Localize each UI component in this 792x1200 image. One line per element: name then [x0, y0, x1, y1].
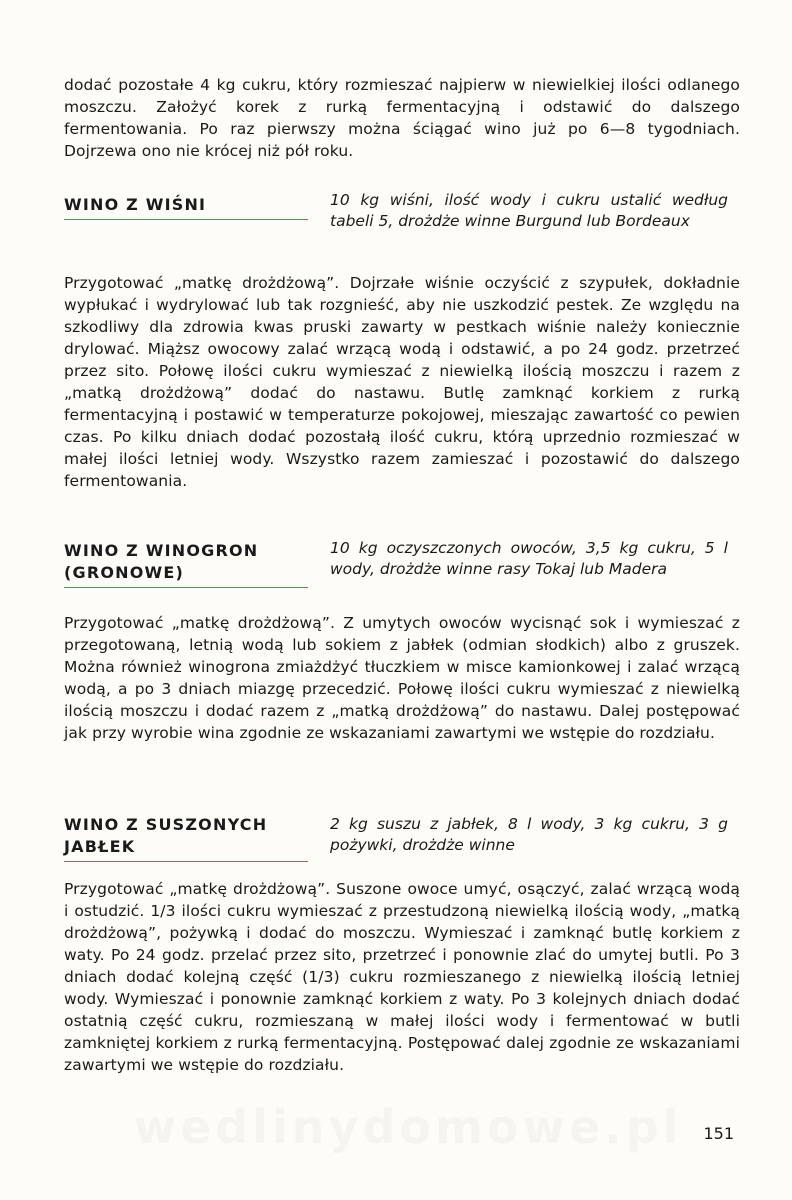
section-ingredients: 10 kg oczyszczonych owoców, 3,5 kg cukru, 5 l wody, drożdże winne rasy Tokaj lub Madera: [330, 539, 728, 578]
intro-paragraph: dodać pozostałe 4 kg cukru, który rozmieszać najpierw w niewielkiej ilości odlanego moszczu. Założyć korek z rurką fermentacyjną i odstawić do dalszego fermentowania. Po raz pierwszy można ściągać wino już po 6—8 tygodniach. Dojrzewa ono nie krócej niż pół roku.: [64, 76, 740, 160]
watermark: [88, 1100, 728, 1154]
section-ingredients: 10 kg wiśni, ilość wody i cukru ustalić według tabeli 5, drożdże winne Burgund lub Bordeaux: [330, 191, 728, 230]
page-number: 151: [703, 1124, 734, 1143]
section-ingredients: 2 kg suszu z jabłek, 8 l wody, 3 kg cukru, 3 g pożywki, drożdże winne: [330, 815, 728, 854]
section-title: WINO Z WINOGRON (GRONOWE): [64, 540, 308, 588]
section-body-dried-apple: Przygotować „matkę drożdżową”. Suszone owoce umyć, osączyć, zalać wrzącą wodą i ostudzić. 1/3 ilości cukru wymieszać z przestudzoną niewielką ilością wody, „matką drożdżową”, pożywką i dodać do moszczu. Wymieszać i zamknąć butlę korkiem z waty. Po 24 godz. przelać przez sito, przetrzeć i ponownie zlać do umytej butli. Po 3 dniach dodać kolejną część (1/3) cukru rozmieszanego z niewielką ilością letniej wody. Wymieszać i ponownie zamknąć korkiem z waty. Po 3 kolejnych dniach dodać ostatnią część cukru, rozmieszaną w małej ilości wody i fermentować w butli zamkniętej korkiem z rurką fermentacyjną. Postępować dalej zgodnie ze wskazaniami zawartymi we wstępie do rozdziału.: [64, 880, 740, 1074]
section-title: WINO Z WIŚNI: [64, 194, 308, 220]
section-title: WINO Z SUSZONYCH JABŁEK: [64, 814, 308, 862]
section-body-cherry: Przygotować „matkę drożdżową”. Dojrzałe wiśnie oczyścić z szypułek, dokładnie wypłukać i wydrylować lub tak rozgnieść, aby nie uszkodzić pestek. Ze względu na szkodliwy dla zdrowia kwas pruski zawarty w pestkach wiśnie należy koniecznie drylować. Miąższ owocowy zalać wrzącą wodą i odstawić, a po 24 godz. przetrzeć przez sito. Połowę ilości cukru wymieszać z niewielką ilością moszczu i razem z „matką drożdżową” dodać do nastawu. Butlę zamknąć korkiem z rurką fermentacyjną i postawić w temperaturze pokojowej, mieszając zawartość co pewien czas. Po kilku dniach dodać pozostałą ilość cukru, którą uprzednio rozmieszać w małej ilości letniej wody. Wszystko razem zamieszać i pozostawić do dalszego fermentowania.: [64, 274, 740, 490]
section-body-grape: Przygotować „matkę drożdżową”. Z umytych owoców wycisnąć sok i wymieszać z przegotowaną, letnią wodą lub sokiem z jabłek (odmian słodkich) albo z gruszek. Można również winogrona zmiażdżyć tłuczkiem w misce kamionkowej i zalać wrzącą wodą, a po 3 dniach miazgę przecedzić. Połowę ilości cukru wymieszać z niewielką ilością moszczu i dodać razem z „matką drożdżową” do nastawu. Dalej postępować jak przy wyrobie wina zgodnie ze wskazaniami zawartymi we wstępie do rozdziału.: [64, 614, 740, 742]
